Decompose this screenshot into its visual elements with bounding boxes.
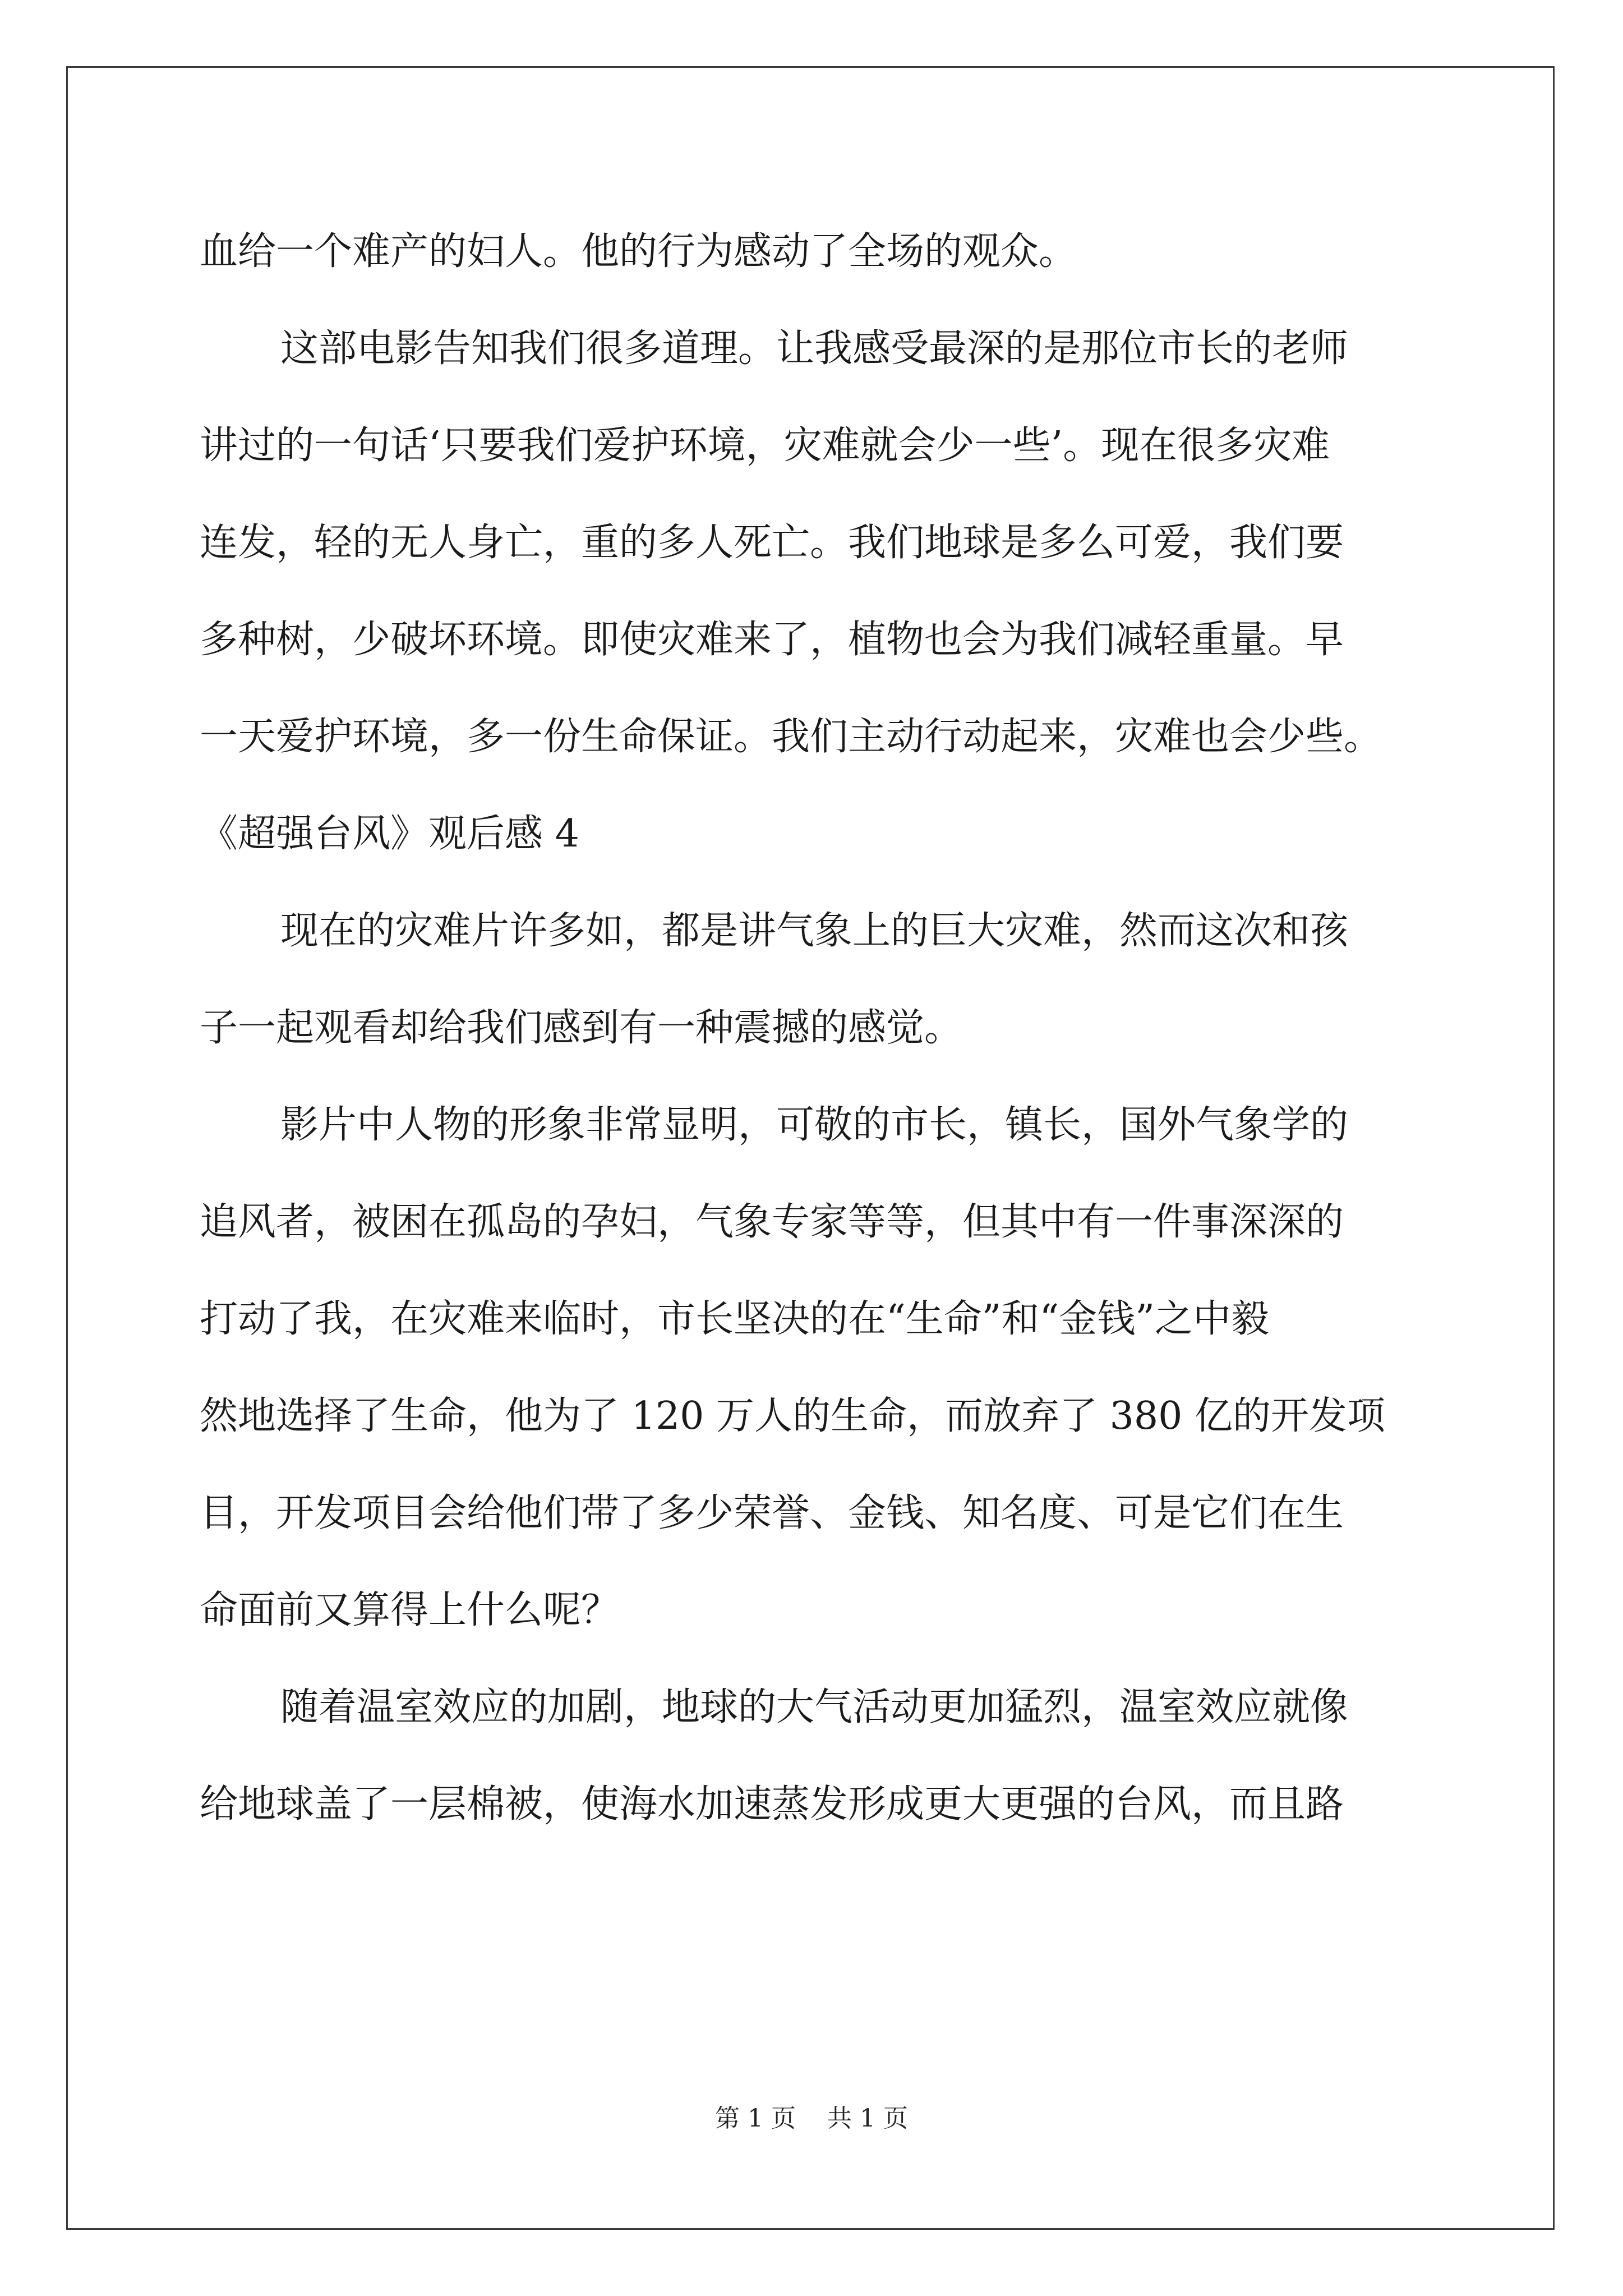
- text-line: 给地球盖了一层棉被，使海水加速蒸发形成更大更强的台风，而且路: [200, 1782, 1344, 1826]
- paragraph-start-line: 随着温室效应的加剧，地球的大气活动更加猛烈，温室效应就像: [280, 1685, 1349, 1729]
- paragraph-start-line: 这部电影告知我们很多道理。让我感受最深的是那位市长的老师: [280, 326, 1349, 371]
- text-line: 多种树，少破坏环境。即使灾难来了，植物也会为我们减轻重量。早: [200, 618, 1344, 662]
- text-line: 追风者，被困在孤岛的孕妇，气象专家等等，但其中有一件事深深的: [200, 1200, 1344, 1244]
- text-line: 连发，轻的无人身亡，重的多人死亡。我们地球是多么可爱，我们要: [200, 521, 1344, 565]
- paragraph-start-line: 现在的灾难片许多如，都是讲气象上的巨大灾难，然而这次和孩: [280, 909, 1349, 953]
- text-line: 讲过的一句话‘只要我们爱护环境，灾难就会少一些’。现在很多灾难: [200, 424, 1330, 468]
- text-line: 血给一个难产的妇人。他的行为感动了全场的观众。: [200, 229, 1077, 274]
- document-body: [200, 203, 1433, 1853]
- section-heading: 《超强台风》观后感 4: [200, 812, 579, 856]
- text-line: 命面前又算得上什么呢？: [200, 1588, 620, 1632]
- text-line: 目，开发项目会给他们带了多少荣誉、金钱、知名度、可是它们在生: [200, 1491, 1344, 1535]
- text-line: 打动了我，在灾难来临时，市长坚决的在“生命”和“金钱”之中毅: [200, 1297, 1270, 1341]
- page-footer: [0, 2098, 1623, 2134]
- text-line: 一天爱护环境，多一份生命保证。我们主动行动起来，灾难也会少些。: [200, 715, 1382, 759]
- paragraph-start-line: 影片中人物的形象非常显明，可敬的市长，镇长，国外气象学的: [280, 1103, 1349, 1147]
- page-number: 第 1 页: [715, 2104, 796, 2133]
- text-line: 然地选择了生命，他为了 120 万人的生命，而放弃了 380 亿的开发项: [200, 1394, 1386, 1438]
- text-line: 子一起观看却给我们感到有一种震撼的感觉。: [200, 1006, 963, 1050]
- page-total: 共 1 页: [827, 2104, 908, 2133]
